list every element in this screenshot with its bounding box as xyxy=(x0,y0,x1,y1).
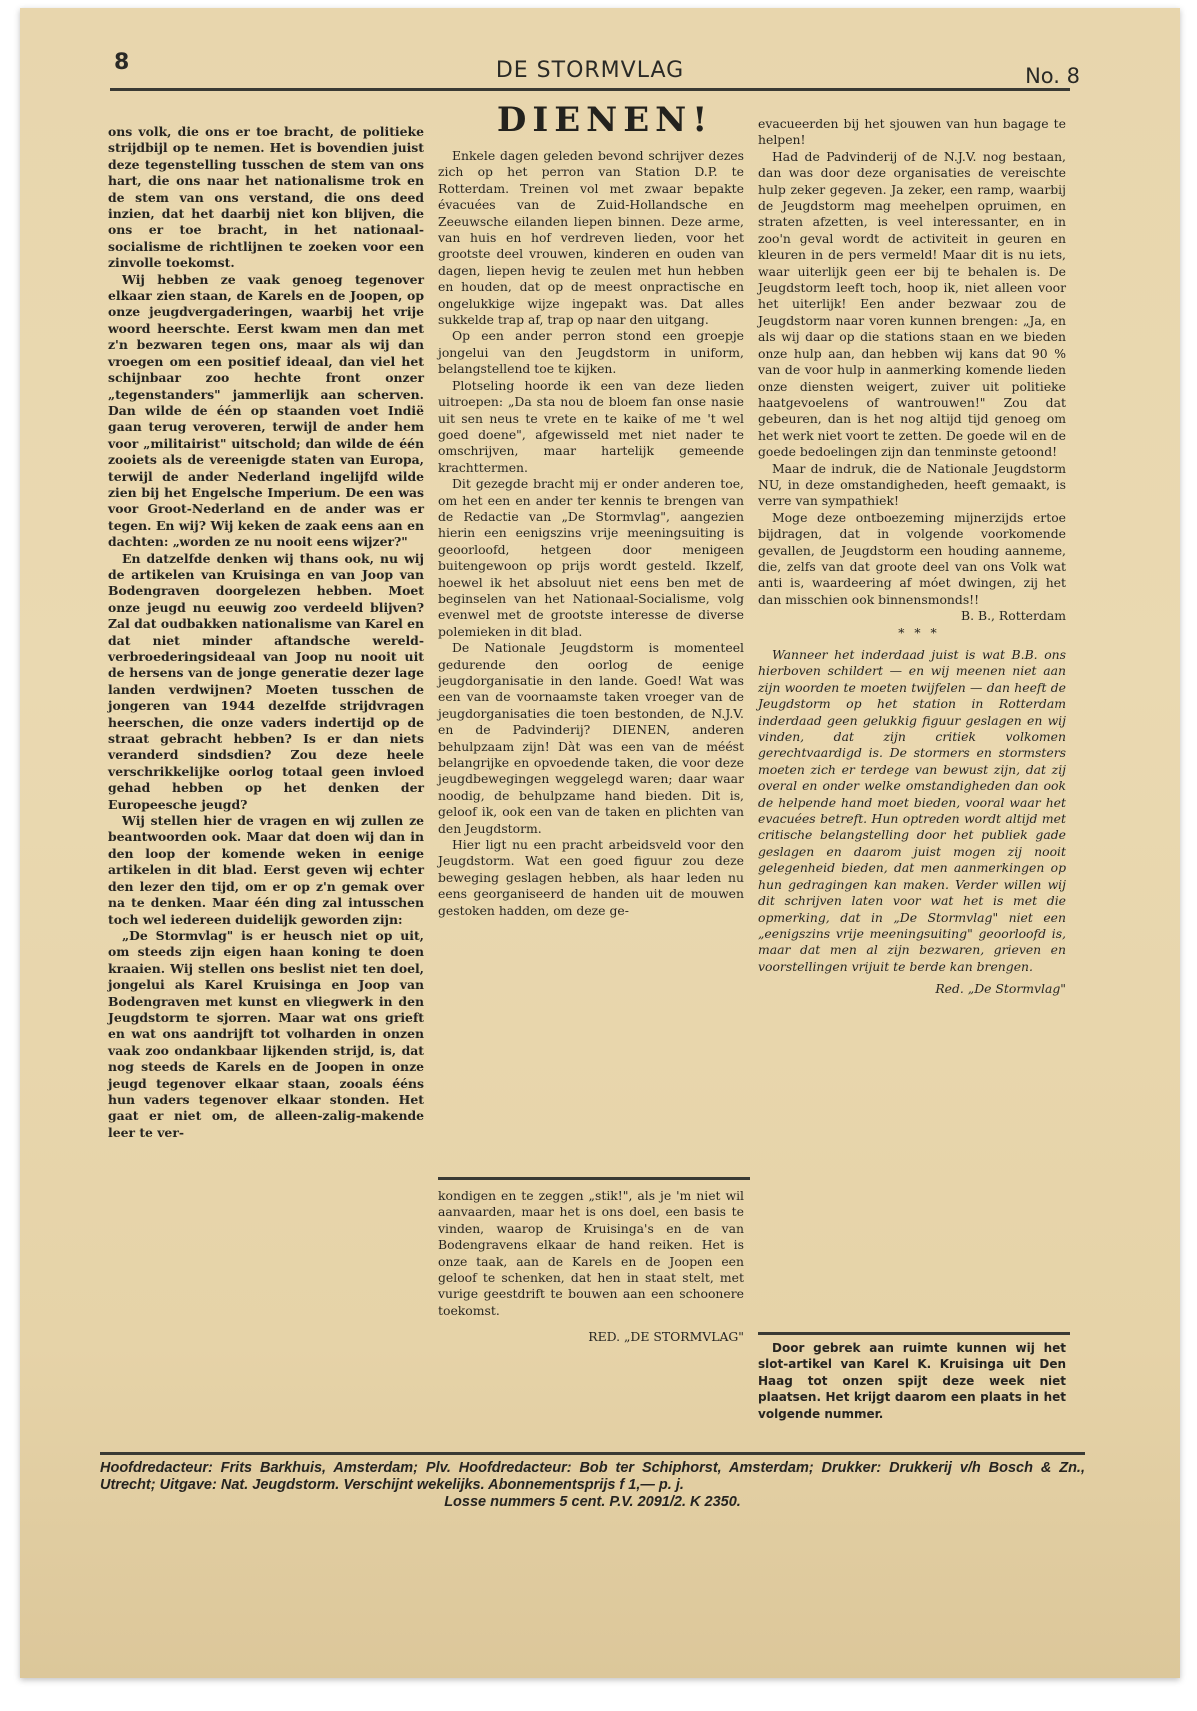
paragraph: Maar de indruk, die de Nationale Jeugdstorm NU, in deze omstandigheden, heeft gemaakt, is verre van sympathiek! xyxy=(758,460,1066,509)
paragraph: evacueerden bij het sjouwen van hun bagage te helpen! xyxy=(758,116,1066,148)
section-separator: * * * xyxy=(898,624,940,640)
paragraph: En datzelfde denken wij thans ook, nu wij de artikelen van Kruisinga en van Joop van Bodengraven doorgelezen hebben. Moet onze jeugd nu eeuwig zoo verdeeld blijven? Zal dat oudbakken nationalisme van Karel en dat niet minder aftandsche wereld-verbroederingsideaal van Joop nu nooit uit de hersens van de jonge generatie dezer lage landen verdwijnen? Moeten tusschen de jongeren van 1944 dezelfde strijdvragen heerschen, die onze vaders indertijd op de straat gebracht hebben? Is er dan niets veranderd sindsdien? Zou deze heele verschrikkelijke oorlog totaal geen invloed gehad hebben op het denken der Europeesche jeugd? xyxy=(108,550,424,812)
notice-box xyxy=(758,1340,1066,1422)
header-rule xyxy=(110,88,1070,91)
column-2 xyxy=(438,148,744,919)
paragraph: Moge deze ontboezeming mijnerzijds ertoe bijdragen, dat in volgende voorkomende gevallen, de Jeugdstorm een houding aanneme, die, zelfs van dat groote deel van ons Volk wat anti is, waardeering af móet dwingen, zij het dan misschien ook binnensmonds!! xyxy=(758,509,1066,607)
colophon xyxy=(100,1460,1085,1511)
colophon-line-2: Losse nummers 5 cent. P.V. 2091/2. K 2350. xyxy=(444,1494,741,1510)
masthead xyxy=(100,50,1080,90)
notice-text: Door gebrek aan ruimte kunnen wij het slot-artikel van Karel K. Kruisinga uit Den Haag tot onzen spijt deze week niet plaatsen. Het krijgt daarom een plaats in het volgende nummer. xyxy=(758,1341,1066,1421)
column-1 xyxy=(108,124,424,1141)
paragraph: Op een ander perron stond een groepje jongelui van den Jeugdstorm in uniform, belangstellend toe te kijken. xyxy=(438,328,744,377)
footer-rule xyxy=(100,1452,1085,1455)
paragraph: Wij hebben ze vaak genoeg tegenover elkaar zien staan, de Karels en de Joopen, op onze jeugdvergaderingen, waarbij het vrije woord heerschte. Eerst kwam men dan met z'n bezwaren tegen ons, maar als wij dan vroegen om een positief ideaal, dan viel het schijnbaar zoo hechte front onzer „tegenstanders" jammerlijk aan scherven. Dan wilde de één op staanden voet Indië gaan terug veroveren, terwijl de ander hem voor „militairist" uitschold; dan wilde de één zooiets als de vereenigde staten van Europa, terwijl de ander Nederland ingelijfd wilde zien bij het Engelsche Imperium. De een was voor Groot-Nederland en de ander was er tegen. En wij? Wij keken de zaak eens aan en dachten: „worden ze nu nooit eens wijzer?" xyxy=(108,271,424,550)
column-divider-rule xyxy=(438,1177,750,1180)
paragraph: ons volk, die ons er toe bracht, de politieke strijdbijl op te nemen. Het is bovendien juist deze tegenstelling tusschen de stem van ons hart, die ons naar het nationalisme trok en de stem van ons verstand, die ons deed inzien, dat het daarbij niet kon blijven, die ons er toe bracht, in het nationaal-socialisme de richtlijnen te zoeken voor een zinvolle toekomst. xyxy=(108,124,424,271)
paragraph: Hier ligt nu een pracht arbeidsveld voor den Jeugdstorm. Wat een goed figuur zou deze beweging geslagen hebben, als haar leden nu eens georganiseerd de handen uit de mouwen gestoken hadden, om deze ge- xyxy=(438,837,744,918)
letter-signature: B. B., Rotterdam xyxy=(961,608,1066,624)
paragraph: Enkele dagen geleden bevond schrijver dezes zich op het perron van Station D.P. te Rotterdam. Treinen vol met zwaar bepakte évacuées van de Zuid-Hollandsche en Zeeuwsche eilanden liepen binnen. Deze arme, van huis en hof verdreven lieden, voor het grootste deel vrouwen, kinderen en ouden van dagen, liepen hevig te zeulen met hun hebben en houden, dat op de meest onpractische en ongelukkige wijze ingepakt was. Dat alles sukkelde trap af, trap op naar den uitgang. xyxy=(438,148,744,328)
notice-rule xyxy=(758,1332,1070,1335)
paragraph: Plotseling hoorde ik een van deze lieden uitroepen: „Da sta nou de bloem fan onse nasie uit sen neus te vrete en te kaike of me 't wel goed doene", afgewisseld met niet nader te omschrijven, maar hartelijk gemeende krachttermen. xyxy=(438,377,744,475)
newspaper-title: DE STORMVLAG xyxy=(495,58,685,83)
paragraph: Dit gezegde bracht mij er onder anderen toe, om het een en ander ter kennis te brengen van de Redactie van „De Stormvlag", aangezien hierin een eenigszins vrije meeningsuiting is geoorloofd, hetgeen door menigeen buitengewoon op prijs wordt gesteld. Ikzelf, hoewel ik het absoluut niet eens ben met de beginselen van het Nationaal-Socialisme, volg evenwel met de grootste interesse de diverse polemieken in dit blad. xyxy=(438,476,744,639)
paragraph: kondigen en te zeggen „stik!", als je 'm niet wil aanvaarden, maar het is ons doel, een basis te vinden, waarop de Kruisinga's en de van Bodengravens elkaar de hand reiken. Het is onze taak, aan de Karels en de Joopen een geloof te schenken, dat hen in staat stelt, met vurige geestdrift te bouwen aan een schoonere toekomst. xyxy=(438,1188,744,1318)
column-2-continuation xyxy=(438,1188,744,1346)
page-number: 8 xyxy=(114,50,130,75)
paragraph: Had de Padvinderij of de N.J.V. nog bestaan, dan was door deze organisaties de vereischte hulp zeker gegeven. Ja zeker, een ramp, waarbij de Jeugdstorm mag meehelpen opruimen, en straten afzetten, is veel interessanter, en in zoo'n geval wordt de activiteit in geuren en kleuren in de pers vermeld! Maar dit is nu iets, waar uiterlijk geen eer bij te behalen is. De Jeugdstorm leeft toch, hoop ik, niet alleen voor het uiterlijk! Een ander bezwaar zou de Jeugdstorm naar voren kunnen brengen: „Ja, en als wij daar op die stations staan en we bieden onze hulp aan, dan hebben wij kans dat 90 % van de voor hulp in aanmerking komende lieden onze diensten weigert, zuiver uit politieke haatgevoelens of wantrouwen!" Zou dat gebeuren, dan is het nog altijd tijd genoeg om het werk niet voort te zetten. De goede wil en de goede bedoelingen zijn dan tenminste getoond! xyxy=(758,148,1066,460)
paragraph: De Nationale Jeugdstorm is momenteel gedurende den oorlog de eenige jeugdorganisatie in den lande. Goed! Wat was een van de voornaamste taken vroeger van de jeugdorganisaties die toen bestonden, de N.J.V. en de Padvinderij? DIENEN, anderen behulpzaam zijn! Dàt was een van de méést belangrijke en opvoedende taken, die voor deze jeugdbewegingen weggelegd waren; daar waar noodig, de behulpzame hand bieden. Dit is, geloof ik, ook een van de taken en plichten van den Jeugdstorm. xyxy=(438,640,744,836)
paragraph: „De Stormvlag" is er heusch niet op uit, om steeds zijn eigen haan koning te doen kraaien. Wij stellen ons beslist niet ten doel, jongelui als Karel Kruisinga en Joop van Bodengraven met kunst en vliegwerk in den Jeugdstorm te sjorren. Maar wat ons grieft en wat ons aandrijft tot volharden in onzen vaak zoo ondankbaar lijkenden strijd, is, dat nog steeds de Karels en de Joopen in onze jeugd tegenover elkaar staan, zooals ééns hun vaders tegenover elkaar stonden. Het gaat er niet om, de alleen-zalig-makende leer te ver- xyxy=(108,927,424,1140)
editor-reply: Wanneer het inderdaad juist is wat B.B. ons hierboven schildert — en wij meenen niet aan zijn woorden te moeten twijfelen — dan heeft de Jeugdstorm op het station in Rotterdam inderdaad geen gelukkig figuur geslagen en wij vinden, dat zijn critiek volkomen gerechtvaardigd is. De stormers en stormsters moeten zich er terdege van bewust zijn, dat zij overal en onder welke omstandigheden dan ook de helpende hand moet bieden, vooral waar het evacuées betreft. Hun optreden wordt altijd met critische belangstelling door het publiek gade geslagen en daarom juist mogen zij nooit gelegenheid bieden, dat men aanmerkingen op hun gedragingen kan maken. Verder willen wij dit schrijven laten voor wat het is met die opmerking, dat in „De Stormvlag" niet een „eenigszins vrije meeningsuiting" geoorloofd is, maar dat men al zijn bezwaren, grieven en voorstellingen vrijuit te berde kan brengen. xyxy=(758,647,1066,974)
colophon-line-1: Hoofdredacteur: Frits Barkhuis, Amsterdam; Plv. Hoofdredacteur: Bob ter Schiphorst, Amsterdam; Drukker: Drukkerij v/h Bosch & Zn., Utrecht; Uitgave: Nat. Jeugdstorm. Verschijnt wekelijks. Abonnementsprijs f 1,— p. j. xyxy=(100,1460,1085,1493)
editor-reply-signature: Red. „De Stormvlag" xyxy=(935,981,1066,997)
paragraph: Wij stellen hier de vragen en wij zullen ze beantwoorden ook. Maar dat doen wij dan in den loop der komende weken in eenige artikelen in dit blad. Eerst geven wij echter den lezer den tijd, om er op z'n gemak over na te denken. Maar één ding zal intusschen toch wel iedereen duidelijk geworden zijn: xyxy=(108,813,424,927)
editor-signature: RED. „DE STORMVLAG" xyxy=(588,1329,744,1345)
issue-number: No. 8 xyxy=(1025,64,1080,88)
article-headline: DIENEN! xyxy=(496,100,714,140)
column-3 xyxy=(758,116,1066,998)
